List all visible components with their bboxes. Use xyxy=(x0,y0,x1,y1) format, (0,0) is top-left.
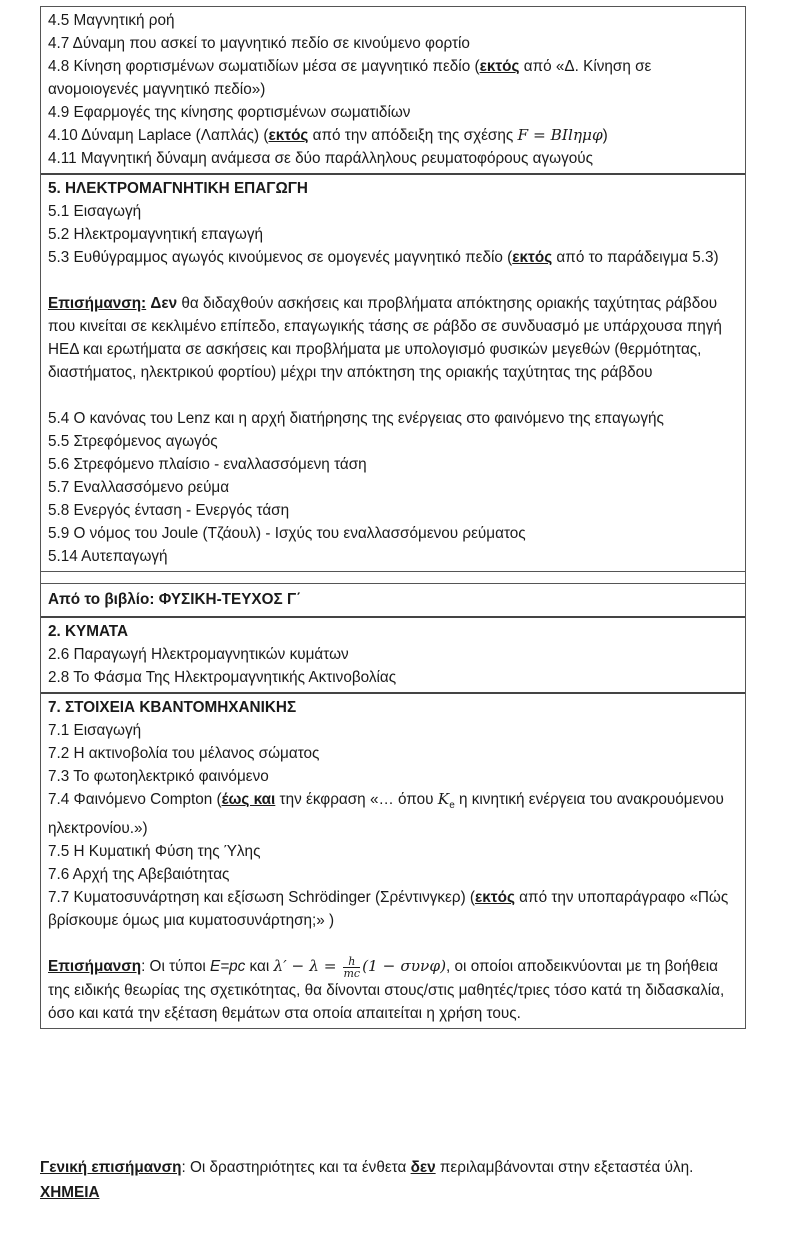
spacer-row xyxy=(41,571,745,583)
section-2-title: 2. ΚΥΜΑΤΑ xyxy=(48,623,129,640)
section-5-cell xyxy=(41,173,745,571)
laplace-formula: F = BIlημφ xyxy=(517,126,603,144)
item-5-14: 5.14 Αυτεπαγωγή xyxy=(48,548,168,565)
item-7-3: 7.3 Το φωτοηλεκτρικό φαινόμενο xyxy=(48,768,269,785)
section-4-cell xyxy=(41,7,745,173)
section-2-cell xyxy=(41,616,745,692)
item-5-6: 5.6 Στρεφόμενο πλαίσιο - εναλλασσόμενη τάση xyxy=(48,456,367,473)
general-note xyxy=(40,1156,750,1204)
section-5-title: 5. ΗΛΕΚΤΡΟΜΑΓΝΗΤΙΚΗ ΕΠΑΓΩΓΗ xyxy=(48,180,308,197)
item-5-3: 5.3 Ευθύγραμμος αγωγός κινούμενος σε ομογενές μαγνητικό πεδίο (εκτός από το παράδειγμα 5.3) xyxy=(48,249,719,266)
compton-formula-right: (1 − συνφ) xyxy=(362,957,447,976)
item-5-5: 5.5 Στρεφόμενος αγωγός xyxy=(48,433,218,450)
item-2-8: 2.8 Το Φάσμα Της Ηλεκτρομαγνητικής Ακτινοβολίας xyxy=(48,669,397,686)
item-2-6: 2.6 Παραγωγή Ηλεκτρομαγνητικών κυμάτων xyxy=(48,646,349,663)
item-4-5: 4.5 Μαγνητική ροή xyxy=(48,12,175,29)
section-7-note: Επισήμανση: Οι τύποι E=pc και λ′ − λ = $\frac{h}{mc}$ (1 − συνφ), οι οποίοι αποδεικνύονται με τη βοήθεια της ειδικής θεωρίας της σχετικότητας, θα δίνονται στους/στις μαθητές/τριες τόσο κατά τη διδασκαλία, όσο και κατά την εξέταση θεμάτων στα οποία απαιτείται η χρήση τους. xyxy=(48,954,725,1022)
h-over-mc-fraction: $\frac{h}{mc}$ xyxy=(343,954,361,980)
item-7-4: 7.4 Φαινόμενο Compton (έως και την έκφραση «… όπου $K_e$ η κινητική ενέργεια του ανακρουόμενου ηλεκτρονίου.») xyxy=(48,790,724,838)
item-7-6: 7.6 Αρχή της Αβεβαιότητας xyxy=(48,866,230,884)
syllabus-table xyxy=(40,6,746,1029)
item-5-9: 5.9 Ο νόμος του Joule (Τζάουλ) - Ισχύς του εναλλασσόμενου ρεύματος xyxy=(48,525,526,542)
compton-formula-left: λ′ − λ = xyxy=(273,957,342,976)
item-4-7: 4.7 Δύναμη που ασκεί το μαγνητικό πεδίο σε κινούμενο φορτίο xyxy=(48,35,470,52)
item-5-7: 5.7 Εναλλασσόμενο ρεύμα xyxy=(48,479,230,496)
section-7-cell xyxy=(41,692,745,1028)
book-label: Από το βιβλίο: ΦΥΣΙΚΗ-ΤΕΥΧΟΣ Γ΄ xyxy=(48,591,302,608)
chemistry-heading: ΧΗΜΕΙΑ xyxy=(40,1184,100,1201)
item-7-7: 7.7 Κυματοσυνάρτηση και εξίσωση Schrödinger (Σρέντινγκερ) (εκτός από την υποπαράγραφο «Πώς βρίσκουμε όμως μια κυματοσυνάρτηση;» ) xyxy=(48,889,729,930)
item-5-1: 5.1 Εισαγωγή xyxy=(48,203,142,220)
item-5-2: 5.2 Ηλεκτρομαγνητική επαγωγή xyxy=(48,226,263,243)
item-4-11: 4.11 Μαγνητική δύναμη ανάμεσα σε δύο παράλληλους ρευματοφόρους αγωγούς xyxy=(48,150,593,167)
item-5-4: 5.4 Ο κανόνας του Lenz και η αρχή διατήρησης της ενέργειας στο φαινόμενο της επαγωγής xyxy=(48,410,664,427)
item-7-2: 7.2 Η ακτινοβολία του μέλανος σώματος xyxy=(48,745,320,762)
item-5-8: 5.8 Ενεργός ένταση - Ενεργός τάση xyxy=(48,502,290,519)
item-4-9: 4.9 Εφαρμογές της κίνησης φορτισμένων σωματιδίων xyxy=(48,104,411,121)
item-7-5: 7.5 Η Κυματική Φύση της Ύλης xyxy=(48,843,261,861)
general-note-text: Γενική επισήμανση: Οι δραστηριότητες και τα ένθετα δεν περιλαμβάνονται στην εξεταστέα ύλη. xyxy=(40,1159,694,1176)
section-7-title: 7. ΣΤΟΙΧΕΙΑ ΚΒΑΝΤΟΜΗΧΑΝΙΚΗΣ xyxy=(48,699,297,716)
book-cell xyxy=(41,583,745,616)
section-5-note: Επισήμανση: Δεν θα διδαχθούν ασκήσεις και προβλήματα απόκτησης οριακής ταχύτητας ράβδου που κινείται σε κεκλιμένο επίπεδο, επαγωγικής τάσης σε ράβδο σε συνδυασμό με υπάρχουσα πηγή ΗΕΔ και ερωτήματα σε ασκήσεις και προβλήματα με υπολογισμό φυσικών μεγεθών (θερμότητας, διαστήματος, ηλεκτρικού φορτίου) μέχρι την απόκτηση της οριακής ταχύτητας της ράβδου xyxy=(48,295,722,381)
item-7-1: 7.1 Εισαγωγή xyxy=(48,722,142,739)
item-4-8: 4.8 Κίνηση φορτισμένων σωματιδίων μέσα σε μαγνητικό πεδίο (εκτός από «Δ. Κίνηση σε ανομοιογενές μαγνητικό πεδίο») xyxy=(48,58,652,98)
item-4-10: 4.10 Δύναμη Laplace (Λαπλάς) (εκτός από την απόδειξη της σχέσης F = BIlημφ) xyxy=(48,126,608,144)
